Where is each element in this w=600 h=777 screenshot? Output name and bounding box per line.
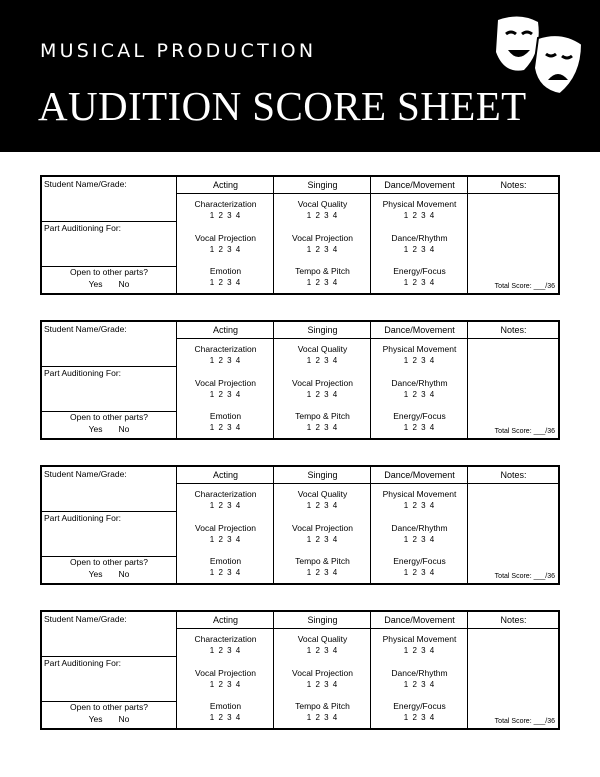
criterion xyxy=(274,489,371,511)
column-header: Singing xyxy=(274,322,371,339)
criteria-column xyxy=(176,467,274,583)
column-header: Acting xyxy=(177,322,274,339)
criterion xyxy=(177,378,274,400)
criterion-label: Emotion xyxy=(209,411,242,421)
criterion xyxy=(177,556,274,578)
criterion xyxy=(177,266,274,288)
student-name-label: Student Name/Grade: xyxy=(44,614,127,624)
student-name-field[interactable] xyxy=(42,612,176,657)
theater-masks-icon xyxy=(490,12,590,102)
score-scale[interactable]: 1 2 3 4 xyxy=(403,568,436,577)
criterion-label: Vocal Projection xyxy=(195,523,256,533)
criterion-label: Vocal Projection xyxy=(292,233,353,243)
criterion-label: Energy/Focus xyxy=(393,411,446,421)
score-scale[interactable]: 1 2 3 4 xyxy=(403,390,436,399)
part-auditioning-label: Part Auditioning For: xyxy=(44,513,122,523)
criteria-column xyxy=(370,467,468,583)
score-scale[interactable]: 1 2 3 4 xyxy=(306,568,339,577)
student-name-label: Student Name/Grade: xyxy=(44,179,127,189)
open-to-other-parts-label: Open to other parts? xyxy=(70,702,148,712)
student-name-field[interactable] xyxy=(42,322,176,367)
score-scale[interactable]: 1 2 3 4 xyxy=(306,245,339,254)
total-score: Total Score: ___/36 xyxy=(494,718,555,725)
student-name-label: Student Name/Grade: xyxy=(44,469,127,479)
yes-option[interactable]: Yes xyxy=(88,424,103,434)
criterion xyxy=(177,199,274,221)
column-header: Dance/Movement xyxy=(371,467,468,484)
criterion-label: Vocal Projection xyxy=(292,378,353,388)
criteria-column xyxy=(176,612,274,728)
criterion xyxy=(371,489,468,511)
criterion-label: Vocal Projection xyxy=(292,668,353,678)
criterion xyxy=(371,344,468,366)
criterion-label: Vocal Quality xyxy=(297,344,348,354)
criterion xyxy=(177,411,274,433)
criterion xyxy=(371,378,468,400)
criterion-label: Characterization xyxy=(194,344,257,354)
score-scale[interactable]: 1 2 3 4 xyxy=(306,501,339,510)
column-header: Singing xyxy=(274,467,371,484)
column-header: Acting xyxy=(177,612,274,629)
page-title: AUDITION SCORE SHEET xyxy=(38,83,527,129)
criterion-label: Vocal Projection xyxy=(195,668,256,678)
part-auditioning-field[interactable] xyxy=(42,656,176,702)
header-banner xyxy=(0,0,600,152)
notes-header: Notes: xyxy=(468,467,559,484)
criterion-label: Characterization xyxy=(194,489,257,499)
open-to-other-parts xyxy=(42,700,176,728)
part-auditioning-label: Part Auditioning For: xyxy=(44,368,122,378)
column-header: Acting xyxy=(177,467,274,484)
criteria-column xyxy=(273,322,371,438)
score-scale[interactable]: 1 2 3 4 xyxy=(306,423,339,432)
criteria-column xyxy=(273,612,371,728)
open-to-other-parts-label: Open to other parts? xyxy=(70,412,148,422)
criterion-label: Dance/Rhythm xyxy=(391,378,448,388)
total-score: Total Score: ___/36 xyxy=(494,428,555,435)
page-subtitle: MUSICAL PRODUCTION xyxy=(40,40,317,62)
no-option[interactable]: No xyxy=(118,569,130,579)
yes-option[interactable]: Yes xyxy=(88,279,103,289)
notes-column[interactable] xyxy=(467,177,559,293)
student-info-section xyxy=(42,467,176,583)
criteria-column xyxy=(273,467,371,583)
score-scale[interactable]: 1 2 3 4 xyxy=(403,713,436,722)
score-scale[interactable]: 1 2 3 4 xyxy=(403,278,436,287)
criterion-label: Physical Movement xyxy=(382,199,457,209)
score-scale[interactable]: 1 2 3 4 xyxy=(209,535,242,544)
no-option[interactable]: No xyxy=(118,424,130,434)
criterion xyxy=(177,634,274,656)
criteria-column xyxy=(176,177,274,293)
criterion xyxy=(371,411,468,433)
total-score: Total Score: ___/36 xyxy=(494,573,555,580)
score-scale[interactable]: 1 2 3 4 xyxy=(209,501,242,510)
column-header: Dance/Movement xyxy=(371,322,468,339)
score-scale[interactable]: 1 2 3 4 xyxy=(209,646,242,655)
criterion-label: Vocal Projection xyxy=(195,233,256,243)
criterion-label: Energy/Focus xyxy=(393,266,446,276)
score-scale[interactable]: 1 2 3 4 xyxy=(403,423,436,432)
score-scale[interactable]: 1 2 3 4 xyxy=(306,646,339,655)
score-card xyxy=(40,175,560,295)
criterion xyxy=(371,556,468,578)
part-auditioning-field[interactable] xyxy=(42,511,176,557)
criterion-label: Physical Movement xyxy=(382,344,457,354)
score-scale[interactable]: 1 2 3 4 xyxy=(209,423,242,432)
criterion xyxy=(274,199,371,221)
criterion xyxy=(274,266,371,288)
notes-header: Notes: xyxy=(468,322,559,339)
criterion xyxy=(371,233,468,255)
criterion-label: Vocal Quality xyxy=(297,489,348,499)
no-option[interactable]: No xyxy=(118,279,130,289)
criterion-label: Physical Movement xyxy=(382,489,457,499)
score-scale[interactable]: 1 2 3 4 xyxy=(209,356,242,365)
score-scale[interactable]: 1 2 3 4 xyxy=(403,211,436,220)
score-scale[interactable]: 1 2 3 4 xyxy=(403,245,436,254)
criterion-label: Characterization xyxy=(194,199,257,209)
criterion xyxy=(371,634,468,656)
student-name-field[interactable] xyxy=(42,177,176,222)
criteria-column xyxy=(370,322,468,438)
part-auditioning-field[interactable] xyxy=(42,366,176,412)
student-info-section xyxy=(42,612,176,728)
score-scale[interactable]: 1 2 3 4 xyxy=(209,713,242,722)
score-scale[interactable]: 1 2 3 4 xyxy=(403,356,436,365)
criterion xyxy=(274,411,371,433)
criterion-label: Vocal Projection xyxy=(195,378,256,388)
criterion xyxy=(371,199,468,221)
score-scale[interactable]: 1 2 3 4 xyxy=(306,278,339,287)
score-scale[interactable]: 1 2 3 4 xyxy=(306,535,339,544)
criterion xyxy=(177,668,274,690)
score-scale[interactable]: 1 2 3 4 xyxy=(306,211,339,220)
criterion-label: Characterization xyxy=(194,634,257,644)
criterion xyxy=(274,523,371,545)
score-scale[interactable]: 1 2 3 4 xyxy=(403,680,436,689)
criterion-label: Vocal Projection xyxy=(292,523,353,533)
criterion xyxy=(371,523,468,545)
score-scale[interactable]: 1 2 3 4 xyxy=(209,278,242,287)
criterion-label: Tempo & Pitch xyxy=(295,701,350,711)
criterion-label: Emotion xyxy=(209,266,242,276)
criterion-label: Dance/Rhythm xyxy=(391,668,448,678)
notes-column[interactable] xyxy=(467,467,559,583)
criteria-column xyxy=(370,612,468,728)
criteria-column xyxy=(176,322,274,438)
total-score: Total Score: ___/36 xyxy=(494,283,555,290)
score-scale[interactable]: 1 2 3 4 xyxy=(306,713,339,722)
criterion-label: Tempo & Pitch xyxy=(295,266,350,276)
criterion-label: Tempo & Pitch xyxy=(295,411,350,421)
part-auditioning-label: Part Auditioning For: xyxy=(44,658,122,668)
criterion xyxy=(177,344,274,366)
open-to-other-parts xyxy=(42,555,176,583)
notes-column[interactable] xyxy=(467,322,559,438)
column-header: Singing xyxy=(274,612,371,629)
open-to-other-parts-label: Open to other parts? xyxy=(70,267,148,277)
score-card xyxy=(40,610,560,730)
criterion xyxy=(371,668,468,690)
open-to-other-parts xyxy=(42,265,176,293)
criterion-label: Dance/Rhythm xyxy=(391,523,448,533)
criterion xyxy=(274,556,371,578)
column-header: Acting xyxy=(177,177,274,194)
criterion xyxy=(177,233,274,255)
score-scale[interactable]: 1 2 3 4 xyxy=(403,501,436,510)
criterion xyxy=(274,668,371,690)
column-header: Dance/Movement xyxy=(371,612,468,629)
criterion xyxy=(274,233,371,255)
criterion-label: Physical Movement xyxy=(382,634,457,644)
part-auditioning-label: Part Auditioning For: xyxy=(44,223,122,233)
score-card xyxy=(40,465,560,585)
criterion-label: Vocal Quality xyxy=(297,634,348,644)
criterion xyxy=(274,378,371,400)
criterion-label: Dance/Rhythm xyxy=(391,233,448,243)
criterion xyxy=(274,634,371,656)
criterion-label: Energy/Focus xyxy=(393,701,446,711)
criterion xyxy=(177,489,274,511)
no-option[interactable]: No xyxy=(118,714,130,724)
notes-header: Notes: xyxy=(468,177,559,194)
score-scale[interactable]: 1 2 3 4 xyxy=(209,211,242,220)
criterion xyxy=(274,344,371,366)
score-scale[interactable]: 1 2 3 4 xyxy=(306,356,339,365)
student-name-label: Student Name/Grade: xyxy=(44,324,127,334)
score-scale[interactable]: 1 2 3 4 xyxy=(403,535,436,544)
student-info-section xyxy=(42,322,176,438)
criterion-label: Vocal Quality xyxy=(297,199,348,209)
criterion xyxy=(274,701,371,723)
score-card xyxy=(40,320,560,440)
column-header: Singing xyxy=(274,177,371,194)
column-header: Dance/Movement xyxy=(371,177,468,194)
student-info-section xyxy=(42,177,176,293)
notes-header: Notes: xyxy=(468,612,559,629)
score-scale[interactable]: 1 2 3 4 xyxy=(403,646,436,655)
score-scale[interactable]: 1 2 3 4 xyxy=(209,680,242,689)
student-name-field[interactable] xyxy=(42,467,176,512)
yes-option[interactable]: Yes xyxy=(88,714,103,724)
score-scale[interactable]: 1 2 3 4 xyxy=(209,568,242,577)
criteria-column xyxy=(273,177,371,293)
criterion xyxy=(177,523,274,545)
open-to-other-parts-label: Open to other parts? xyxy=(70,557,148,567)
criterion xyxy=(371,701,468,723)
score-scale[interactable]: 1 2 3 4 xyxy=(306,680,339,689)
criterion xyxy=(371,266,468,288)
criterion-label: Energy/Focus xyxy=(393,556,446,566)
yes-option[interactable]: Yes xyxy=(88,569,103,579)
criterion xyxy=(177,701,274,723)
criterion-label: Emotion xyxy=(209,556,242,566)
open-to-other-parts xyxy=(42,410,176,438)
notes-column[interactable] xyxy=(467,612,559,728)
score-scale[interactable]: 1 2 3 4 xyxy=(209,245,242,254)
score-scale[interactable]: 1 2 3 4 xyxy=(209,390,242,399)
criterion-label: Emotion xyxy=(209,701,242,711)
score-scale[interactable]: 1 2 3 4 xyxy=(306,390,339,399)
criterion-label: Tempo & Pitch xyxy=(295,556,350,566)
criteria-column xyxy=(370,177,468,293)
part-auditioning-field[interactable] xyxy=(42,221,176,267)
